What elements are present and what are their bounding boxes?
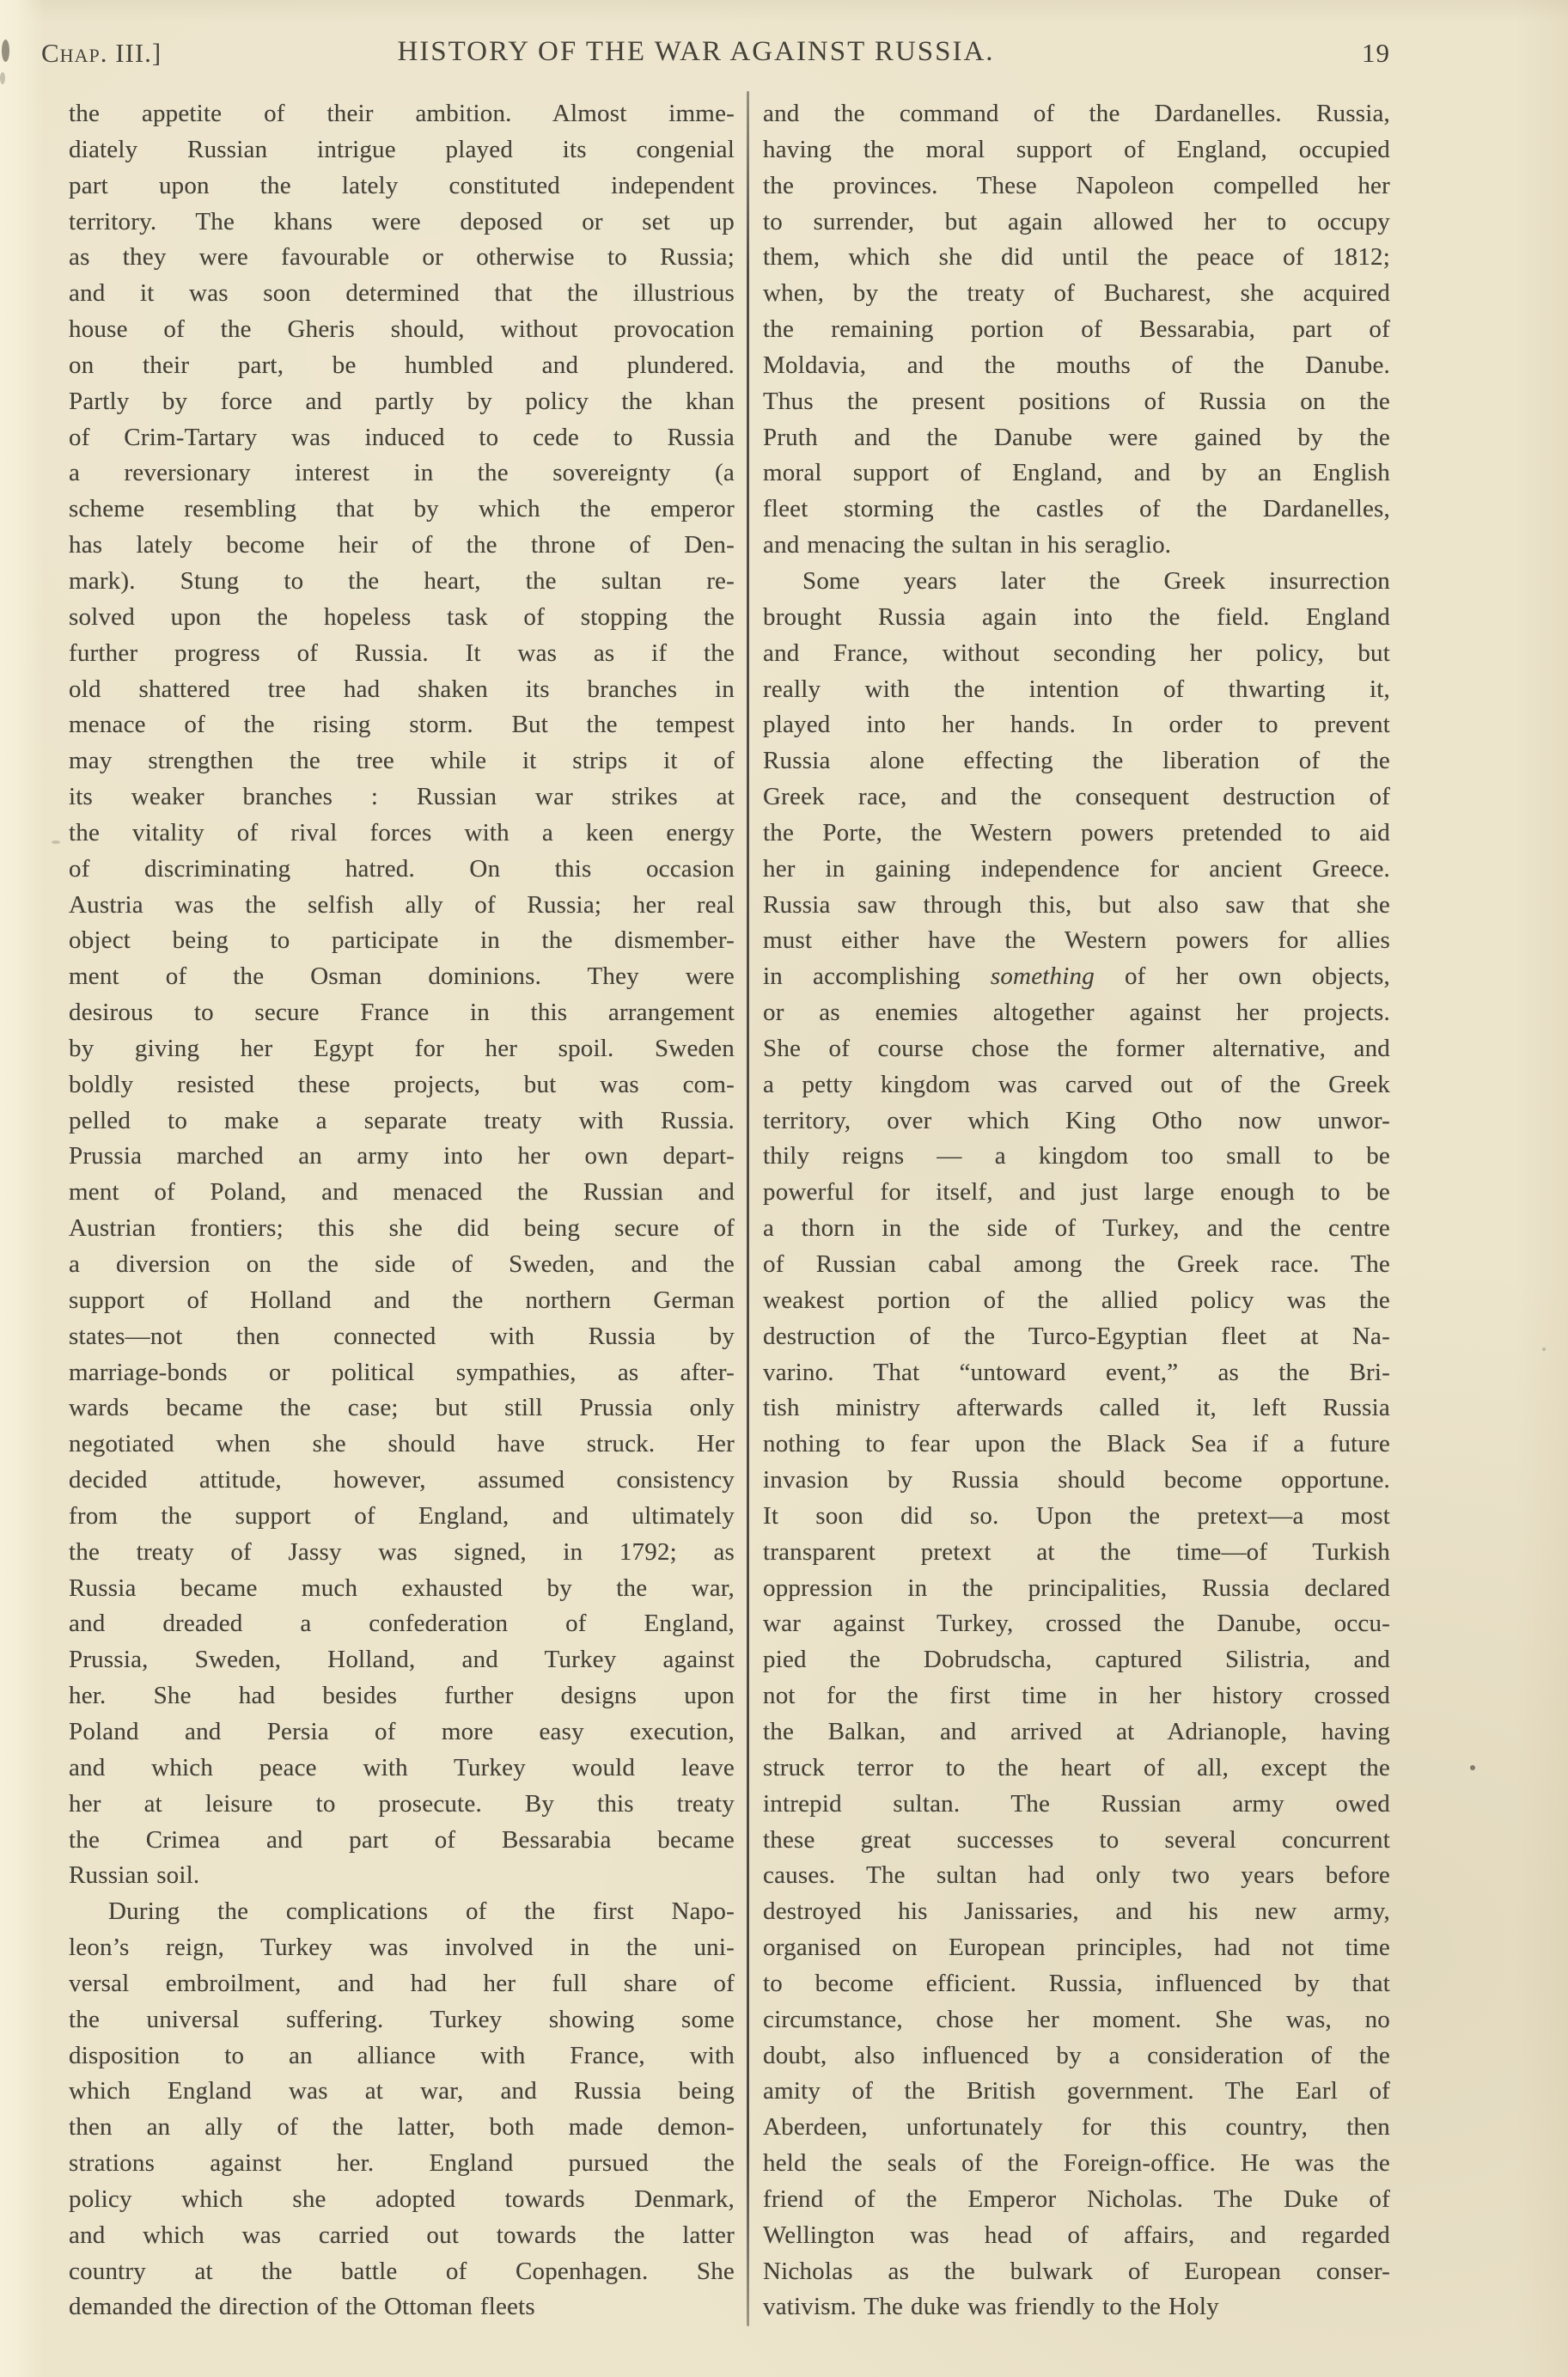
italic-text: something [990,962,1095,991]
text-segment: and menacing the sultan in his seraglio. [763,531,1172,559]
text-line [69,168,735,205]
text-segment: a thorn in the side of Turkey, and the centre [763,1214,1390,1243]
text-line [763,1427,1390,1463]
text-segment: war against Turkey, crossed the Danube, occu- [763,1610,1390,1638]
ink-speck [1542,1347,1546,1351]
text-line [69,1319,735,1355]
text-segment: territory. The khans were deposed or set up [69,207,735,235]
text-line [69,1714,735,1751]
text-line [69,348,735,384]
text-line [763,1139,1390,1175]
text-segment: During the complications of the first Napo- [108,1897,735,1926]
text-line [763,995,1390,1031]
text-segment: Prussia marched an army into her own depart- [69,1142,735,1170]
text-line [763,1606,1390,1642]
text-segment: them, which she did until the peace of 1812; [763,243,1390,272]
text-line [69,2254,735,2290]
text-segment: the treaty of Jassy was signed, in 1792; as [69,1537,735,1566]
text-line [763,816,1390,852]
text-segment: the Porte, the Western powers pretended to aid [763,818,1390,846]
text-segment: further progress of Russia. It was as if the [69,639,735,667]
text-segment: Russia saw through this, but also saw that she [763,890,1390,919]
text-segment: Pruth and the Danube were gained by the [763,423,1390,451]
text-segment: country at the battle of Copenhagen. She [69,2257,735,2285]
text-segment: to surrender, but again allowed her to occupy [763,207,1390,235]
text-line [69,528,735,564]
text-segment: Russia alone effecting the liberation of the [763,747,1390,775]
text-line [763,420,1390,456]
text-line [763,2074,1390,2110]
text-segment: house of the Gheris should, without provocation [69,315,735,344]
text-segment: of Crim-Tartary was induced to cede to Russia [69,423,735,451]
text-segment: weakest portion of the allied policy was the [763,1286,1390,1314]
text-segment: not for the first time in her history crossed [763,1682,1390,1710]
text-segment: the vitality of rival forces with a keen energy [69,818,735,846]
text-line [69,1858,735,1894]
text-line [69,420,735,456]
text-line [763,2289,1390,2325]
text-line [763,1571,1390,1607]
text-line [69,1427,735,1463]
text-line [763,1787,1390,1823]
text-segment: may strengthen the tree while it strips it of [69,747,735,775]
text-line [69,2074,735,2110]
text-segment: Poland and Persia of more easy execution, [69,1717,735,1745]
text-line [763,852,1390,888]
text-line [69,1390,735,1427]
text-segment: her at leisure to prosecute. By this treaty [69,1789,735,1818]
text-line [69,492,735,528]
text-segment: must either have the Western powers for allies [763,926,1390,955]
text-segment: thily reigns — a kingdom too small to be [763,1142,1390,1170]
text-segment: the remaining portion of Bessarabia, part of [763,315,1390,344]
text-line [763,455,1390,492]
text-line [763,600,1390,636]
text-line [69,1894,735,1930]
text-line [69,205,735,241]
text-segment: struck terror to the heart of all, except the [763,1753,1390,1781]
text-segment: and which was carried out towards the latter [69,2221,735,2249]
text-line [69,1966,735,2002]
text-segment: Aberdeen, unfortunately for this country, then [763,2113,1390,2142]
text-segment: a diversion on the side of Sweden, and the [69,1250,735,1278]
text-line [69,455,735,492]
text-line [763,96,1390,132]
text-line [69,2110,735,2146]
text-line [69,1823,735,1859]
text-segment: She of course chose the former alternative, and [763,1034,1390,1062]
text-segment: Wellington was head of affairs, and regarded [763,2221,1390,2249]
ink-speck [1470,1765,1475,1770]
text-line [69,2038,735,2075]
text-line [69,240,735,276]
text-segment: then an ally of the latter, both made demon- [69,2113,735,2142]
text-line [69,2002,735,2038]
text-segment: mark). Stung to the heart, the sultan re- [69,566,735,595]
text-segment: territory, over which King Otho now unwor- [763,1106,1390,1134]
chapter-label: Chap. III.] [41,38,162,68]
text-segment: Austrian frontiers; this she did being secure of [69,1214,735,1243]
text-segment: tish ministry afterwards called it, left Russia [763,1394,1390,1422]
text-line [69,1787,735,1823]
text-segment: fleet storming the castles of the Dardanelles, [763,495,1390,523]
right-column [763,96,1390,2325]
text-line [763,1823,1390,1859]
text-line [763,1067,1390,1103]
text-segment: demanded the direction of the Ottoman fleets [69,2293,535,2321]
text-segment: versal embroilment, and had her full share of [69,1969,735,1997]
text-line [69,636,735,672]
text-line [763,636,1390,672]
text-line [763,2038,1390,2075]
text-line [69,1103,735,1140]
text-segment: the appetite of their ambition. Almost imme- [69,100,735,127]
text-segment: circumstance, chose her moment. She was, no [763,2005,1390,2033]
text-segment: varino. That “untoward event,” as the Bri- [763,1358,1390,1386]
text-line [69,96,735,132]
text-segment: her in gaining independence for ancient Greece. [763,854,1390,883]
text-segment: destruction of the Turco-Egyptian fleet at Na- [763,1322,1390,1350]
text-line [69,1606,735,1642]
text-segment: boldly resisted these projects, but was com- [69,1070,735,1098]
text-line [69,1751,735,1787]
text-line [69,1678,735,1714]
page-number: 19 [1362,38,1390,68]
text-segment: solved upon the hopeless task of stopping the [69,602,735,631]
text-line [69,384,735,420]
text-segment: strations against her. England pursued the [69,2149,735,2178]
text-line [69,1247,735,1283]
text-line [763,743,1390,779]
text-line [69,743,735,779]
page-edge-mark [2,40,9,62]
text-line [763,1463,1390,1499]
text-line [69,276,735,312]
text-segment: has lately become heir of the throne of Den- [69,531,735,559]
text-line [763,1678,1390,1714]
text-line [69,1930,735,1966]
text-segment: oppression in the principalities, Russia declared [763,1573,1390,1602]
text-segment: a petty kingdom was carved out of the Greek [763,1070,1390,1098]
text-segment: causes. The sultan had only two years before [763,1861,1390,1890]
text-segment: in accomplishing [763,962,991,991]
text-line [763,923,1390,959]
text-segment: its weaker branches : Russian war strikes at [69,783,735,811]
text-line [69,1355,735,1391]
text-segment: Moldavia, and the mouths of the Danube. [763,351,1390,379]
text-segment: ment of Poland, and menaced the Russian and [69,1178,735,1207]
text-line [763,2218,1390,2254]
text-line [69,707,735,743]
text-segment: object being to participate in the dismember- [69,926,735,955]
text-line [763,1283,1390,1319]
text-line [69,1031,735,1067]
text-segment: menace of the rising storm. But the tempest [69,711,735,739]
text-segment: Thus the present positions of Russia on the [763,387,1390,415]
text-segment: diately Russian intrigue played its congenial [69,135,735,163]
text-line [69,564,735,600]
text-segment: part upon the lately constituted independent [69,171,735,199]
text-segment: from the support of England, and ultimately [69,1501,735,1530]
text-segment: old shattered tree had shaken its branches in [69,675,735,703]
text-segment: Some years later the Greek insurrection [802,566,1390,595]
text-line [763,1390,1390,1427]
text-segment: Partly by force and partly by policy the khan [69,387,735,415]
text-segment: of Russian cabal among the Greek race. The [763,1250,1390,1278]
text-segment: vativism. The duke was friendly to the Holy [763,2293,1219,2321]
text-segment: and France, without seconding her policy, but [763,639,1390,667]
text-line [69,600,735,636]
text-line [69,1642,735,1678]
text-line [69,2146,735,2182]
text-segment: organised on European principles, had not time [763,1934,1390,1962]
text-line [763,779,1390,816]
text-segment: and which peace with Turkey would leave [69,1753,735,1781]
text-line [69,995,735,1031]
text-segment: her. She had besides further designs upon [69,1682,735,1710]
text-segment: desirous to secure France in this arrangement [69,999,735,1027]
text-segment: the Balkan, and arrived at Adrianople, having [763,1717,1390,1745]
text-line [763,168,1390,205]
text-segment: these great successes to several concurrent [763,1825,1390,1854]
text-line [69,2218,735,2254]
text-line [763,1930,1390,1966]
text-segment: It soon did so. Upon the pretext—a most [763,1501,1390,1530]
text-segment: Prussia, Sweden, Holland, and Turkey against [69,1646,735,1674]
text-line [763,2254,1390,2290]
text-line [69,672,735,708]
text-segment: invasion by Russia should become opportune. [763,1466,1390,1494]
text-line [69,888,735,924]
text-line [69,1211,735,1247]
text-segment: and the command of the Dardanelles. Russia, [763,100,1390,127]
text-segment: destroyed his Janissaries, and his new army, [763,1897,1390,1926]
text-line [763,492,1390,528]
text-line [763,205,1390,241]
text-line [763,1319,1390,1355]
text-line [763,1355,1390,1391]
text-segment: Russian soil. [69,1861,200,1890]
text-segment: and it was soon determined that the illustrious [69,279,735,308]
text-line [69,1139,735,1175]
text-line [763,1966,1390,2002]
text-line [763,1858,1390,1894]
text-segment: powerful for itself, and just large enough to be [763,1178,1390,1207]
ink-speck [52,840,60,844]
text-segment: as they were favourable or otherwise to Russia; [69,243,735,272]
text-line [763,1642,1390,1678]
text-line [763,312,1390,348]
text-segment: moral support of England, and by an English [763,459,1390,487]
text-segment: really with the intention of thwarting it, [763,675,1390,703]
text-line [763,1535,1390,1571]
text-segment: wards became the case; but still Prussia only [69,1394,735,1422]
text-segment: or as enemies altogether against her projects. [763,999,1390,1027]
text-segment: the Crimea and part of Bessarabia became [69,1825,735,1854]
text-segment: marriage-bonds or political sympathies, as after- [69,1358,735,1386]
text-line [69,1175,735,1211]
text-line [763,1894,1390,1930]
text-segment: doubt, also influenced by a consideration of the [763,2041,1390,2069]
text-segment: Austria was the selfish ally of Russia; her real [69,890,735,919]
text-segment: by giving her Egypt for her spoil. Sweden [69,1034,735,1062]
text-segment: of her own objects, [1094,962,1390,991]
text-line [763,2146,1390,2182]
text-line [763,1247,1390,1283]
text-segment: held the seals of the Foreign-office. He was the [763,2149,1390,2178]
text-line [763,959,1390,995]
text-segment: to become efficient. Russia, influenced by that [763,1969,1390,1997]
text-segment: the provinces. These Napoleon compelled her [763,171,1390,199]
text-line [69,959,735,995]
text-segment: pied the Dobrudscha, captured Silistria, and [763,1646,1390,1674]
text-segment: which England was at war, and Russia being [69,2077,735,2105]
text-segment: scheme resembling that by which the emperor [69,495,735,523]
text-segment: states—not then connected with Russia by [69,1322,735,1350]
text-segment: amity of the British government. The Earl of [763,2077,1390,2105]
text-line [763,2182,1390,2218]
text-line [69,312,735,348]
left-column [69,96,735,2325]
text-line [763,1175,1390,1211]
text-segment: Russia became much exhausted by the war, [69,1573,735,1602]
column-divider-rule [747,91,749,2326]
text-segment: Nicholas as the bulwark of European conser- [763,2257,1390,2285]
text-line [69,1067,735,1103]
text-line [69,1463,735,1499]
text-segment: Greek race, and the consequent destruction of [763,783,1390,811]
text-segment: ment of the Osman dominions. They were [69,962,735,991]
text-segment: friend of the Emperor Nicholas. The Duke of [763,2185,1390,2213]
text-segment: nothing to fear upon the Black Sea if a future [763,1430,1390,1458]
text-line [763,1714,1390,1751]
text-line [69,1283,735,1319]
text-segment: having the moral support of England, occupied [763,135,1390,163]
text-segment: disposition to an alliance with France, with [69,2041,735,2069]
text-segment: when, by the treaty of Bucharest, she acquired [763,279,1390,308]
text-line [763,132,1390,168]
text-segment: played into her hands. In order to prevent [763,711,1390,739]
text-line [763,1751,1390,1787]
text-line [763,564,1390,600]
text-line [69,923,735,959]
text-segment: of discriminating hatred. On this occasion [69,854,735,883]
text-line [69,132,735,168]
text-line [763,2002,1390,2038]
text-line [69,852,735,888]
text-line [763,2110,1390,2146]
text-line [763,1103,1390,1140]
text-segment: brought Russia again into the field. England [763,602,1390,631]
text-line [69,1535,735,1571]
text-segment: negotiated when she should have struck. Her [69,1430,735,1458]
text-segment: on their part, be humbled and plundered. [69,351,735,379]
text-line [763,672,1390,708]
text-segment: transparent pretext at the time—of Turkish [763,1537,1390,1566]
text-segment: policy which she adopted towards Denmark, [69,2185,735,2213]
text-line [69,779,735,816]
text-segment: decided attitude, however, assumed consistency [69,1466,735,1494]
text-line [69,1499,735,1535]
text-segment: and dreaded a confederation of England, [69,1610,735,1638]
text-line [763,1211,1390,1247]
text-segment: a reversionary interest in the sovereignty (a [69,459,735,487]
text-segment: the universal suffering. Turkey showing some [69,2005,735,2033]
text-line [763,1499,1390,1535]
text-line [69,2182,735,2218]
text-segment: intrepid sultan. The Russian army owed [763,1789,1390,1818]
text-segment: pelled to make a separate treaty with Russia. [69,1106,735,1134]
page-edge-mark [0,72,5,84]
text-segment: support of Holland and the northern German [69,1286,735,1314]
running-title: HISTORY OF THE WAR AGAINST RUSSIA. [397,36,995,67]
text-segment: leon’s reign, Turkey was involved in the uni- [69,1934,735,1962]
text-line [763,528,1390,564]
text-line [763,707,1390,743]
text-line [763,384,1390,420]
text-line [763,240,1390,276]
text-line [69,816,735,852]
text-line [763,276,1390,312]
text-line [763,1031,1390,1067]
text-line [69,2289,735,2325]
text-line [763,888,1390,924]
text-line [763,348,1390,384]
text-line [69,1571,735,1607]
